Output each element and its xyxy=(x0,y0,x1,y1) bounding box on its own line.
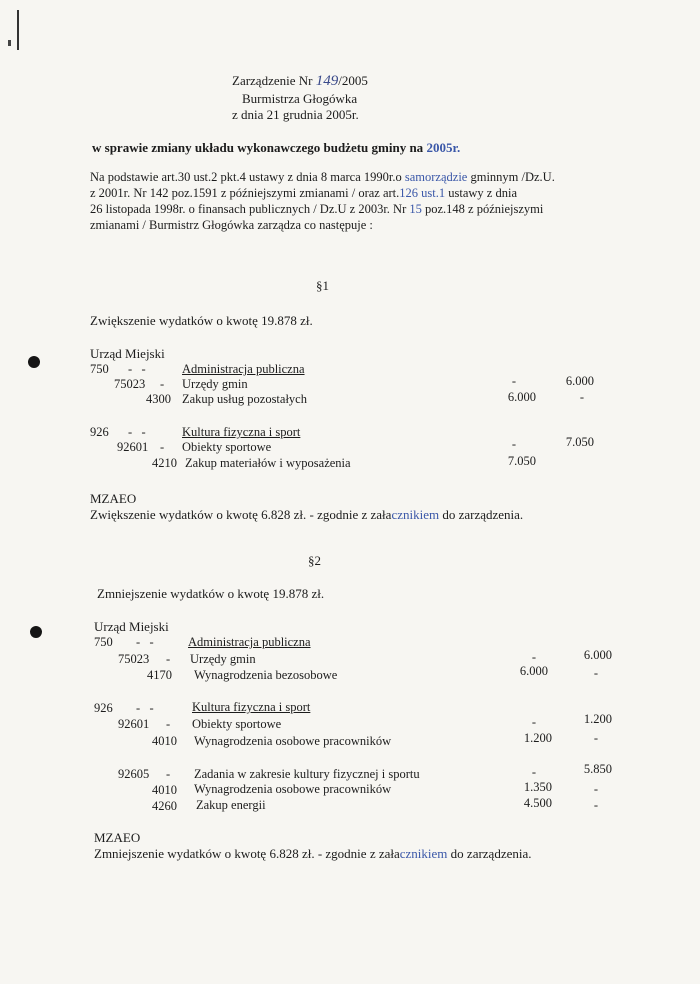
table-row-code: 4300 xyxy=(146,392,171,406)
table-row-amount-1: - xyxy=(531,715,536,729)
table-row-name: Wynagrodzenia bezosobowe xyxy=(194,668,338,682)
scan-edge-mark xyxy=(17,10,19,50)
table-row-name: Obiekty sportowe xyxy=(192,717,282,731)
handwritten-number: 149 xyxy=(315,73,339,89)
table-row-dash: - - xyxy=(136,635,154,649)
punch-hole-bottom xyxy=(30,626,42,638)
table-row-code: 750 xyxy=(90,362,109,376)
document-issuer: Burmistrza Głogówka xyxy=(242,91,358,106)
table-row-name: Urzędy gmin xyxy=(190,652,256,666)
table-row-amount-1: 1.200 xyxy=(523,731,552,745)
table-row-amount-1: - xyxy=(511,437,516,451)
section-2-mzaeo-text: Zmniejszenie wydatków o kwotę 6.828 zł. - zgodnie z załacznikiem do zarządzenia. xyxy=(94,846,532,861)
table-row-dash: - - xyxy=(136,701,154,715)
section-2-intro: Zmniejszenie wydatków o kwotę 19.878 zł. xyxy=(97,586,325,601)
table-row-code: 92601 xyxy=(118,717,150,731)
document-date: z dnia 21 grudnia 2005r. xyxy=(232,107,359,122)
table-row-code: 4010 xyxy=(152,783,177,797)
table-row-amount-1: 6.000 xyxy=(507,390,536,404)
table-row-amount-2: - xyxy=(593,666,598,680)
table-row-dash: - xyxy=(166,717,171,731)
table-row-amount-1: - xyxy=(531,765,536,779)
table-row-code: 4170 xyxy=(147,668,172,682)
table-row-amount-1: - xyxy=(511,374,516,388)
table-row-amount-2: 6.000 xyxy=(583,648,612,662)
table-row-name: Wynagrodzenia osobowe pracowników xyxy=(194,782,392,796)
legal-basis-line-1: Na podstawie art.30 ust.2 pkt.4 ustawy z dnia 8 marca 1990r.o samorządzie gminnym /Dz.U. xyxy=(90,170,555,184)
table-row-dash: - - xyxy=(128,362,146,376)
table-row-amount-2: 1.200 xyxy=(583,712,612,726)
table-row-name: Administracja publiczna xyxy=(188,635,311,649)
punch-hole-top xyxy=(28,356,40,368)
legal-basis-line-3: 26 listopada 1998r. o finansach publicznych / Dz.U z 2003r. Nr 15 poz.148 z późniejszymi xyxy=(90,202,544,216)
table-row-name: Zakup usług pozostałych xyxy=(182,392,307,406)
table-row-amount-1: - xyxy=(531,650,536,664)
table-row-code: 4260 xyxy=(152,799,177,813)
table-row-amount-2: 5.850 xyxy=(583,762,612,776)
table-row-code: 92605 xyxy=(118,767,150,781)
table-row-code: 750 xyxy=(94,635,113,649)
section-1-mzaeo: MZAEO xyxy=(90,491,137,506)
section-2-mzaeo: MZAEO xyxy=(94,830,141,845)
table-row-amount-2: - xyxy=(593,798,598,812)
table-row-code: 4210 xyxy=(152,456,177,470)
section-1-unit: Urząd Miejski xyxy=(90,346,165,361)
table-row-amount-1: 7.050 xyxy=(507,454,536,468)
table-row-amount-2: 7.050 xyxy=(565,435,594,449)
document-title: Zarządzenie Nr 149/2005 xyxy=(232,73,368,89)
table-row-code: 75023 xyxy=(114,377,146,391)
table-row-dash: - xyxy=(160,377,165,391)
table-row-name: Kultura fizyczna i sport xyxy=(192,700,311,714)
table-row-amount-2: - xyxy=(579,390,584,404)
table-row-dash: - xyxy=(166,652,171,666)
section-1-intro: Zwiększenie wydatków o kwotę 19.878 zł. xyxy=(90,313,313,328)
section-1-mzaeo-text: Zwiększenie wydatków o kwotę 6.828 zł. - zgodnie z załacznikiem do zarządzenia. xyxy=(90,507,524,522)
document-subject: w sprawie zmiany układu wykonawczego budżetu gminy na 2005r. xyxy=(92,140,461,155)
table-row-amount-2: - xyxy=(593,782,598,796)
table-row-name: Urzędy gmin xyxy=(182,377,248,391)
table-row-name: Obiekty sportowe xyxy=(182,440,272,454)
table-row-dash: - xyxy=(160,440,165,454)
table-row-name: Administracja publiczna xyxy=(182,362,305,376)
table-row-name: Zakup materiałów i wyposażenia xyxy=(185,456,351,470)
section-2-unit: Urząd Miejski xyxy=(94,619,169,634)
table-row-amount-1: 6.000 xyxy=(519,664,548,678)
table-row-dash: - xyxy=(166,767,171,781)
table-row-dash: - - xyxy=(128,425,146,439)
scan-edge-dot xyxy=(8,40,11,46)
table-row-code: 926 xyxy=(94,701,113,715)
table-row-amount-1: 4.500 xyxy=(523,796,552,810)
legal-basis-line-4: zmianami / Burmistrz Głogówka zarządza co następuje : xyxy=(90,218,373,232)
table-row-amount-1: 1.350 xyxy=(523,780,552,794)
table-row-name: Zakup energii xyxy=(196,798,266,812)
table-row-amount-2: 6.000 xyxy=(565,374,594,388)
table-row-code: 92601 xyxy=(117,440,149,454)
legal-basis-line-2: z 2001r. Nr 142 poz.1591 z późniejszymi zmianami / oraz art.126 ust.1 ustawy z dnia xyxy=(90,186,517,200)
table-row-code: 75023 xyxy=(118,652,150,666)
table-row-amount-2: - xyxy=(593,731,598,745)
section-1-heading: §1 xyxy=(316,278,329,293)
table-row-name: Wynagrodzenia osobowe pracowników xyxy=(194,734,392,748)
table-row-name: Kultura fizyczna i sport xyxy=(182,425,301,439)
table-row-name: Zadania w zakresie kultury fizycznej i sportu xyxy=(194,767,420,781)
table-row-code: 4010 xyxy=(152,734,177,748)
table-row-code: 926 xyxy=(90,425,109,439)
section-2-heading: §2 xyxy=(308,553,321,568)
